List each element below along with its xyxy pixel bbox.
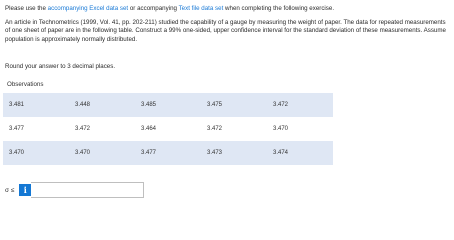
table-cell: 3.464 (135, 117, 201, 141)
instructions-text: Please use the (5, 5, 48, 12)
table-cell: 3.475 (201, 93, 267, 117)
table-cell: 3.448 (69, 93, 135, 117)
instructions-line (5, 5, 449, 14)
table-cell: 3.473 (201, 141, 267, 165)
observations-table (3, 93, 333, 165)
table-cell: 3.472 (267, 93, 333, 117)
table-cell: 3.470 (69, 141, 135, 165)
table-cell: 3.485 (135, 93, 201, 117)
instructions-text: or accompanying (128, 5, 179, 12)
table-cell: 3.472 (69, 117, 135, 141)
instructions-text: when completing the following exercise. (223, 5, 335, 12)
text-file-data-link[interactable]: Text file data set (178, 5, 224, 12)
info-icon[interactable]: i (19, 184, 31, 196)
table-cell: 3.472 (201, 117, 267, 141)
excel-data-link[interactable]: accompanying Excel data set (47, 5, 129, 12)
rounding-instruction: Round your answer to 3 decimal places. (5, 63, 116, 70)
problem-text (5, 5, 449, 49)
sigma-label: σ ≤ (5, 186, 15, 194)
table-cell: 3.481 (3, 93, 69, 117)
table-cell: 3.474 (267, 141, 333, 165)
table-cell: 3.477 (3, 117, 69, 141)
table-cell: 3.477 (135, 141, 201, 165)
answer-input[interactable] (31, 182, 144, 198)
table-row (3, 141, 333, 165)
observations-title: Observations (7, 81, 44, 88)
table-row (3, 93, 333, 117)
problem-statement: An article in Technometrics (1999, Vol. 41, pp. 202-211) studied the capability of a gauge by measuring the weight of paper. The data for repeated measurements of one sheet of paper are in the following table. Construct a 99% one-sided, upper confidence interval for the standard deviation of these measurements. Assume population is approximately normally distributed. (5, 18, 446, 43)
table-cell: 3.470 (267, 117, 333, 141)
table-row (3, 117, 333, 141)
table-cell: 3.470 (3, 141, 69, 165)
answer-row (5, 183, 144, 197)
